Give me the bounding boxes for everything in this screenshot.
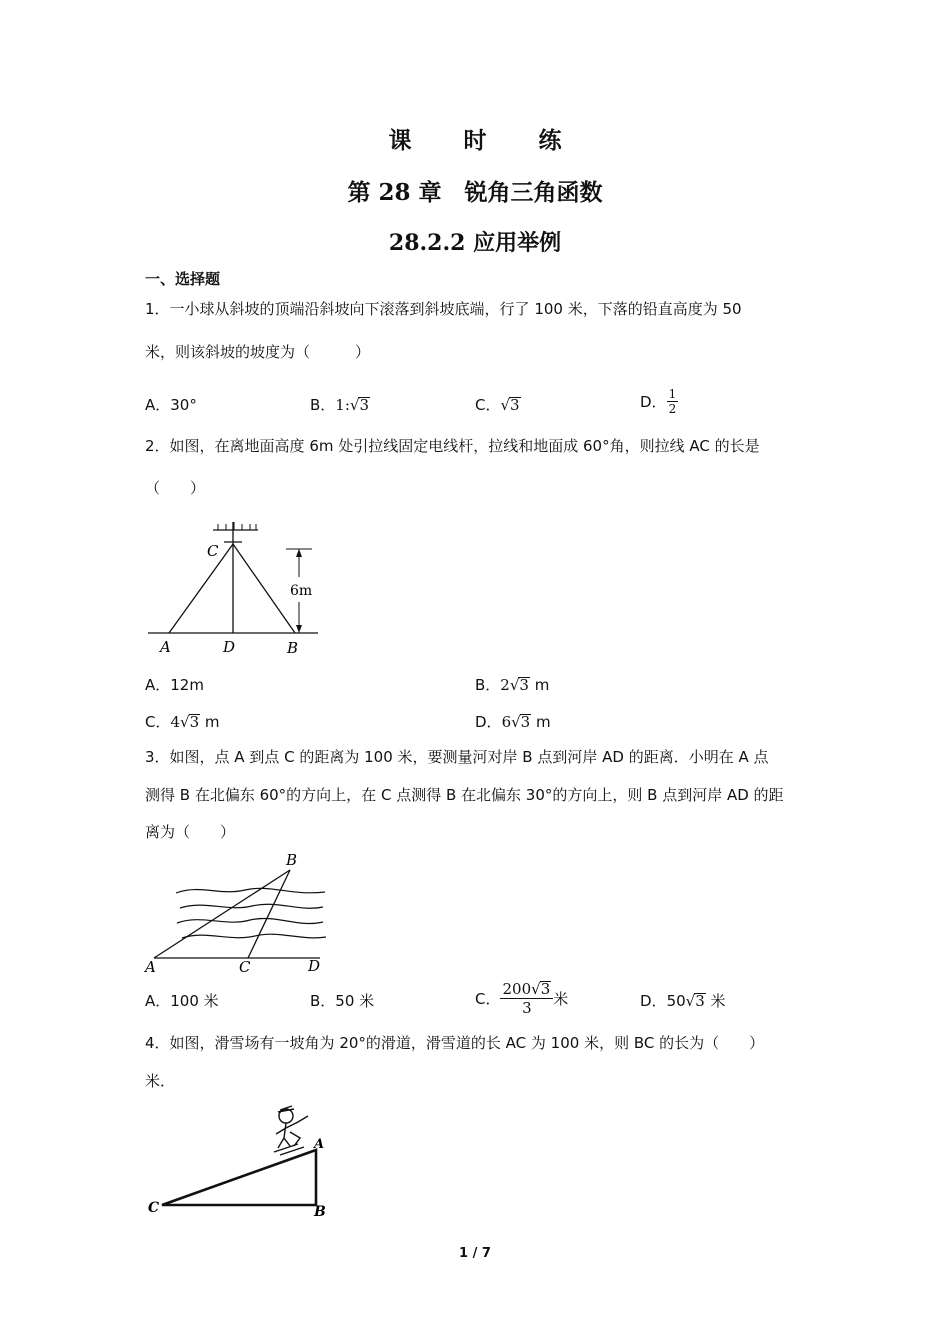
river-figure bbox=[140, 848, 340, 976]
question-3-line-1: 3．如图，点 A 到点 C 的距离为 100 米，要测量河对岸 B 点到河岸 AD 的距离．小明在 A 点 bbox=[145, 748, 769, 766]
label-height: 6m bbox=[290, 583, 313, 599]
question-3-line-3: 离为（ ） bbox=[145, 823, 236, 841]
section-title: 28.2.2 应用举例 bbox=[388, 230, 562, 256]
q2-option-a: A．12m bbox=[145, 676, 204, 694]
q3-option-b: B．50 米 bbox=[310, 992, 375, 1010]
label-a: A bbox=[160, 638, 171, 656]
label-c: C bbox=[239, 958, 251, 976]
question-4-line-1: 4．如图，滑雪场有一坡角为 20°的滑道，滑雪道的长 AC 为 100 米，则 BC 的长为（ ） bbox=[145, 1034, 765, 1052]
question-4-line-2: 米． bbox=[145, 1072, 176, 1090]
q2-option-c: C．4√3 m bbox=[145, 713, 220, 731]
q1-option-a: A．30° bbox=[145, 396, 197, 414]
section-heading: 一、选择题 bbox=[145, 270, 221, 288]
page-title: 课 时 练 bbox=[388, 127, 584, 154]
q3-option-a: A．100 米 bbox=[145, 992, 219, 1010]
q3-option-d: D．50√3 米 bbox=[640, 992, 726, 1010]
q2-option-d: D．6√3 m bbox=[475, 713, 551, 731]
label-b: B bbox=[287, 639, 299, 657]
q2-option-b: B．2√3 m bbox=[475, 676, 550, 694]
pole-figure bbox=[140, 520, 330, 660]
skier-icon bbox=[274, 1106, 308, 1155]
label-c: C bbox=[207, 542, 219, 560]
q1-option-d: D． $\frac{1}{2}$ bbox=[640, 387, 677, 416]
question-1-line-2: 米，则该斜坡的坡度为（ ） bbox=[145, 343, 371, 361]
question-2-line-1: 2．如图，在离地面高度 6m 处引拉线固定电线杆，拉线和地面成 60°角，则拉线 AC 的长是 bbox=[145, 437, 760, 455]
label-d: D bbox=[223, 638, 236, 656]
label-a: A bbox=[145, 958, 156, 976]
q3-option-c: C． $\frac{200√3}{3}$ 米 bbox=[475, 980, 569, 1017]
label-c: C bbox=[148, 1200, 160, 1216]
q1-option-c: C．√3 bbox=[475, 396, 520, 414]
page-number: 1 / 7 bbox=[459, 1246, 491, 1261]
label-a: A bbox=[314, 1137, 325, 1152]
ski-slope-figure bbox=[140, 1098, 340, 1222]
question-2-line-2: （ ） bbox=[145, 479, 206, 497]
label-b: B bbox=[314, 1204, 326, 1220]
label-d: D bbox=[308, 957, 321, 975]
chapter-title: 第 28 章 锐角三角函数 bbox=[347, 179, 603, 206]
question-3-line-2: 测得 B 在北偏东 60°的方向上，在 C 点测得 B 在北偏东 30°的方向上，则 B 点到河岸 AD 的距 bbox=[145, 786, 784, 804]
q1-option-b: B．1:√3 bbox=[310, 396, 370, 414]
question-1-line-1: 1．一小球从斜坡的顶端沿斜坡向下滚落到斜坡底端，行了 100 米，下落的铅直高度为 50 bbox=[145, 300, 742, 318]
label-b: B bbox=[286, 851, 298, 869]
